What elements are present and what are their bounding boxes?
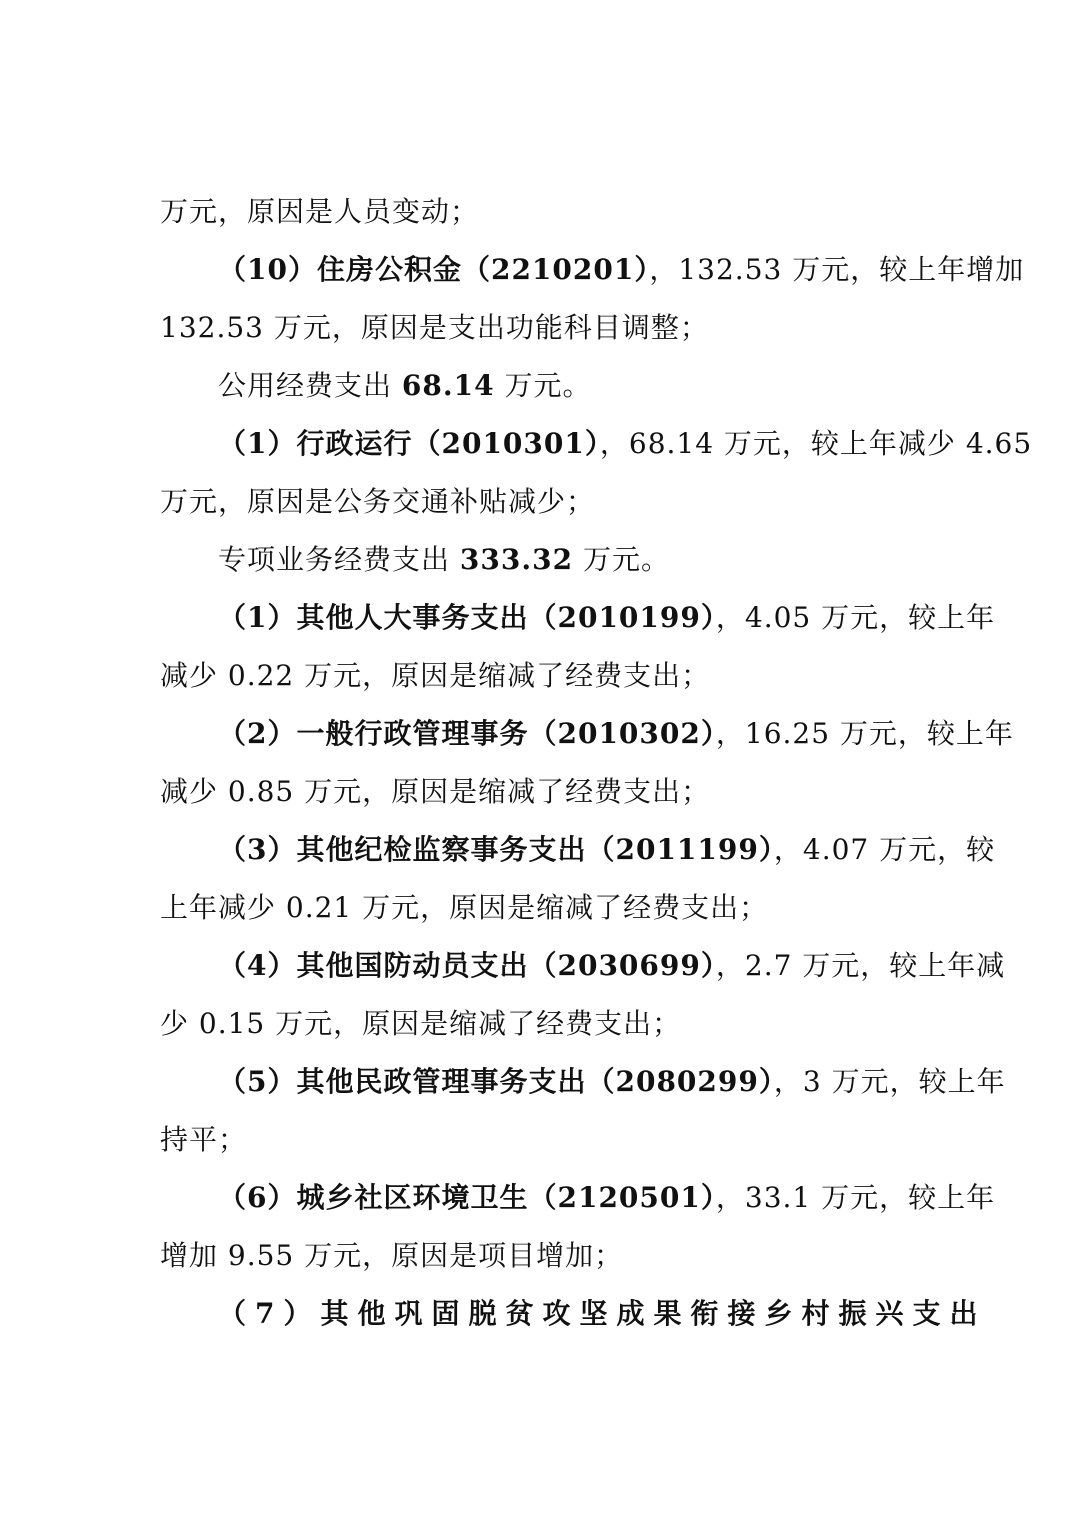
text-line: 持平； (160, 1123, 248, 1156)
text-line: 减少 0.85 万元，原因是缩减了经费支出； (160, 775, 711, 808)
item-heading-rural-revitalization: （7）其他巩固脱贫攻坚成果衔接乡村振兴支出 (218, 1297, 987, 1330)
text-line: 万元，原因是人员变动； (160, 195, 480, 228)
text-line: 增加 9.55 万元，原因是项目增加； (160, 1239, 624, 1272)
item-heading-civil-affairs: （5）其他民政管理事务支出（2080299），3 万元，较上年 (218, 1065, 1006, 1098)
item-heading-general-admin: （2）一般行政管理事务（2010302），16.25 万元，较上年 (218, 717, 1014, 750)
item-heading-sanitation: （6）城乡社区环境卫生（2120501），33.1 万元，较上年 (218, 1181, 996, 1214)
item-heading-discipline-inspection: （3）其他纪检监察事务支出（2011199），4.07 万元，较 (218, 833, 996, 866)
section-heading-special-expenses: 专项业务经费支出 333.32 万元。 (218, 543, 670, 576)
item-heading-admin-operation: （1）行政运行（2010301），68.14 万元，较上年减少 4.65 (218, 427, 1033, 460)
text-line: 万元，原因是公务交通补贴减少； (160, 485, 596, 518)
text-line: 少 0.15 万元，原因是缩减了经费支出； (160, 1007, 682, 1040)
text-line: 上年减少 0.21 万元，原因是缩减了经费支出； (160, 891, 769, 924)
text-line: 132.53 万元，原因是支出功能科目调整； (160, 311, 709, 344)
item-heading-housing-fund: （10）住房公积金（2210201），132.53 万元，较上年增加 (218, 253, 1025, 286)
text-line: 减少 0.22 万元，原因是缩减了经费支出； (160, 659, 711, 692)
item-heading-npc-affairs: （1）其他人大事务支出（2010199），4.05 万元，较上年 (218, 601, 996, 634)
item-heading-national-defense: （4）其他国防动员支出（2030699），2.7 万元，较上年减 (218, 949, 1006, 982)
section-heading-public-expenses: 公用经费支出 68.14 万元。 (218, 369, 592, 402)
